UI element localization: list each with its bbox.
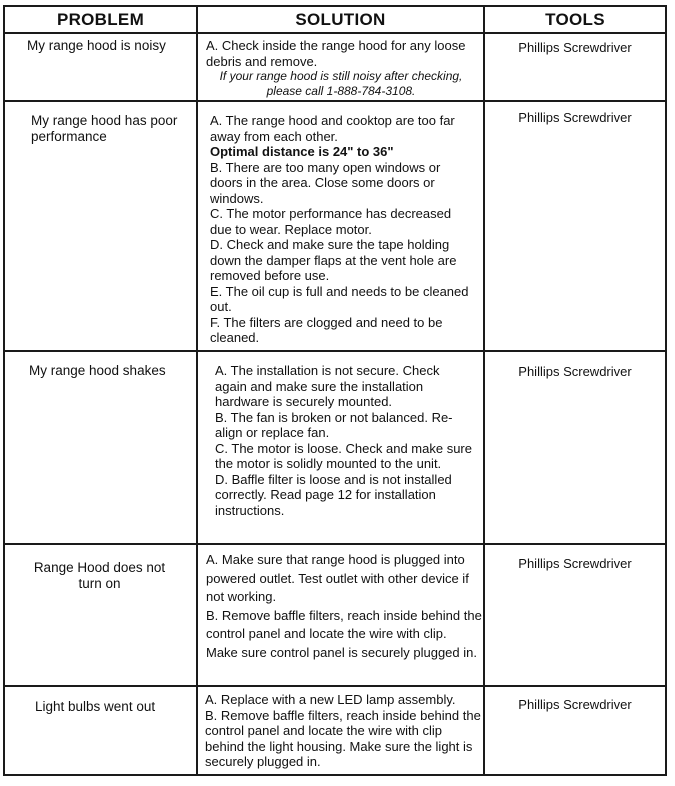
row-2-step-e: E. The oil cup is full and needs to be cleaned out.	[210, 283, 469, 314]
row-3-step-a: A. The installation is not secure. Check again and make sure the installation hardware is securely mounted.	[215, 363, 440, 409]
row-4-step-a: A. Make sure that range hood is plugged into powered outlet. Test outlet with other device if not working.	[206, 552, 469, 604]
row-3-step-d: D. Baffle filter is loose and is not installed correctly. Read page 12 for installation instructions.	[215, 471, 452, 518]
header-problem: PROBLEM	[56, 10, 145, 29]
row-divider	[5, 32, 665, 34]
row-5-problem: Light bulbs went out	[35, 699, 156, 714]
row-2-step-c: C. The motor performance has decreased due to wear. Replace motor.	[210, 206, 452, 237]
row-2-step-d: D. Check and make sure the tape holding down the damper flaps at the vent hole are removed before use.	[210, 237, 457, 283]
row-2-optimal-distance: Optimal distance is 24" to 36"	[210, 144, 394, 159]
row-2-step-f: F. The filters are clogged and need to be cleaned.	[210, 314, 443, 345]
header-tools: TOOLS	[545, 10, 605, 29]
row-1-tool: Phillips Screwdriver	[518, 40, 632, 55]
row-1-solution	[206, 38, 476, 99]
header-solution: SOLUTION	[295, 10, 386, 29]
row-2-solution	[210, 113, 474, 346]
row-5-tool: Phillips Screwdriver	[518, 697, 632, 712]
row-3-tool: Phillips Screwdriver	[518, 364, 632, 379]
row-2-step-b: B. There are too many open windows or doors in the area. Close some doors or windows.	[210, 159, 441, 206]
row-4-step-b: B. Remove baffle filters, reach inside behind the control panel and locate the wire with clip. Make sure control panel is securely plugged in.	[206, 607, 482, 660]
column-divider	[196, 7, 198, 774]
row-divider	[5, 543, 665, 545]
row-1-note: If your range hood is still noisy after checking, please call 1-888-784-3108.	[219, 69, 463, 98]
row-divider	[5, 685, 665, 687]
row-3-problem: My range hood shakes	[29, 363, 166, 378]
row-5-step-b: B. Remove baffle filters, reach inside behind the control panel and locate the wire with clip behind the light housing. Make sure the light is securely plugged in.	[205, 707, 481, 769]
row-2-tool: Phillips Screwdriver	[518, 110, 632, 125]
row-2-step-a: A. The range hood and cooktop are too far away from each other.	[210, 113, 455, 144]
row-1-problem: My range hood is noisy	[27, 38, 166, 53]
row-3-solution	[215, 363, 473, 518]
row-3-step-b: B. The fan is broken or not balanced. Re-align or replace fan.	[215, 409, 453, 440]
row-4-solution	[206, 551, 482, 662]
row-divider	[5, 350, 665, 352]
row-2-problem: My range hood has poor performance	[31, 113, 178, 144]
row-3-step-c: C. The motor is loose. Check and make sure the motor is solidly mounted to the unit.	[215, 440, 472, 471]
row-4-tool: Phillips Screwdriver	[518, 556, 632, 571]
row-divider	[5, 100, 665, 102]
row-5-solution	[205, 692, 481, 770]
row-1-step-a: A. Check inside the range hood for any loose debris and remove.	[206, 38, 466, 69]
row-4-problem: Range Hood does not turn on	[33, 560, 166, 591]
row-5-step-a: A. Replace with a new LED lamp assembly.	[205, 692, 456, 707]
troubleshooting-table	[3, 5, 667, 776]
